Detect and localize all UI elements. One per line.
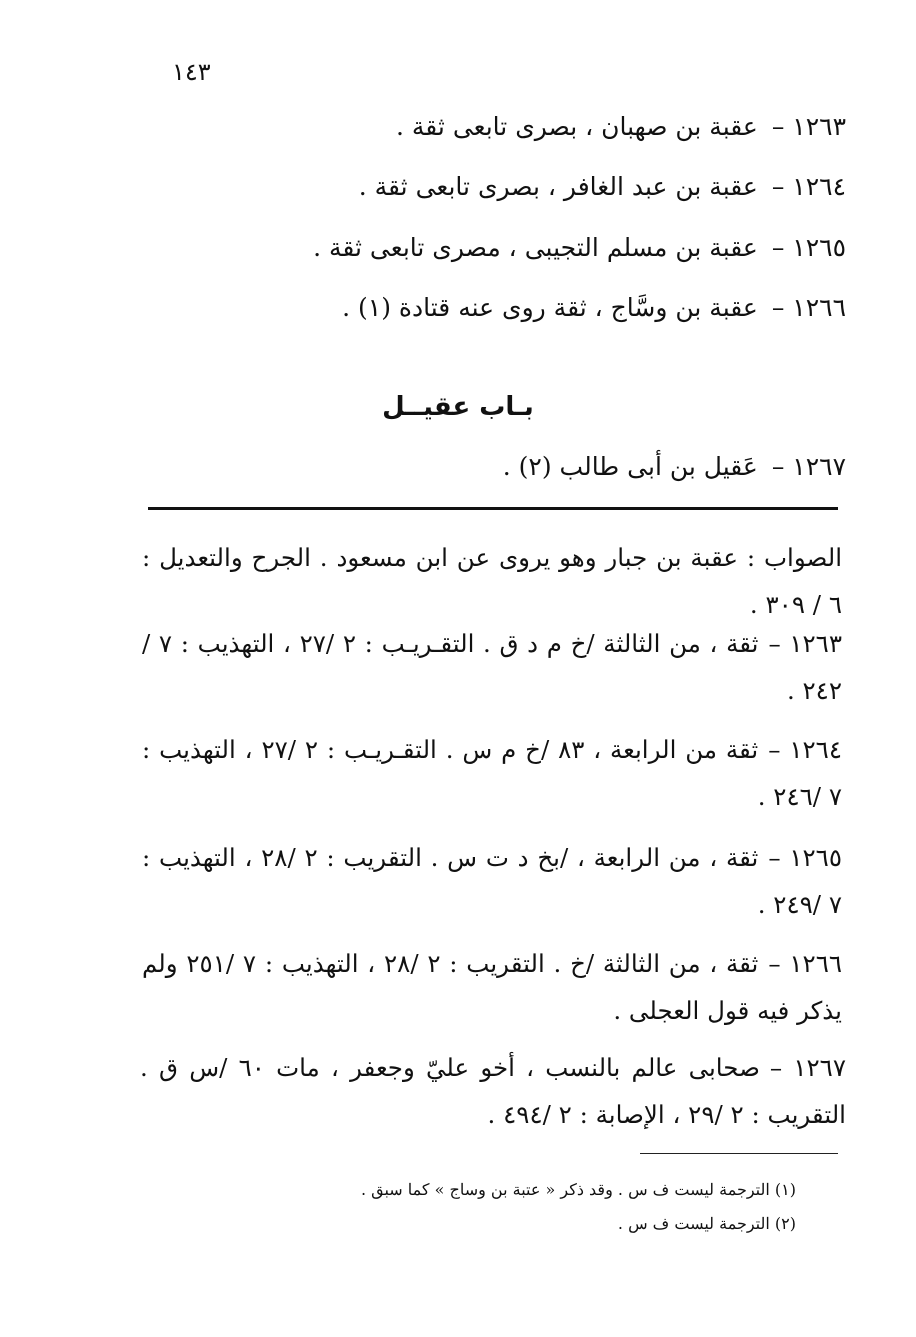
entry-1267 bbox=[146, 452, 846, 481]
footnote-rule bbox=[640, 1153, 838, 1154]
entry-1266 bbox=[146, 293, 846, 322]
entry-number: ١٢٦٥ – bbox=[771, 233, 846, 262]
entry-1264 bbox=[146, 172, 846, 201]
entry-number: ١٢٦٧ – bbox=[771, 452, 846, 481]
footnote-2: (٢) الترجمة ليست ف س . bbox=[617, 1214, 796, 1233]
note-text: ثقة من الرابعة ، ٨٣ /خ م س . التقـريـب : ٢ /٢٧ ، التهذيب : ٧ /٢٤٦ . bbox=[142, 735, 842, 811]
entry-text: عقبة بن عبد الغافر ، بصرى تابعى ثقة . bbox=[358, 172, 758, 201]
note-text: ثقة ، من الثالثة /خ م د ق . التقـريـب : ٢ /٢٧ ، التهذيب : ٧ /٢٤٢ . bbox=[142, 629, 842, 705]
note-1265 bbox=[142, 834, 842, 928]
entry-1265 bbox=[146, 233, 846, 262]
note-number: ١٢٦٤ – bbox=[768, 735, 842, 764]
note-1266 bbox=[142, 940, 842, 1034]
note-text: صحابى عالم بالنسب ، أخو عليّ وجعفر ، مات ٦٠ /س ق . التقريب : ٢ /٢٩ ، الإصابة : ٢ /٤٩٤ . bbox=[140, 1053, 846, 1129]
entry-number: ١٢٦٤ – bbox=[771, 172, 846, 201]
entry-text: عقبة بن صهبان ، بصرى تابعى ثقة . bbox=[395, 112, 758, 141]
entry-number: ١٢٦٦ – bbox=[771, 293, 846, 322]
note-text: ثقة ، من الرابعة ، /بخ د ت س . التقريب : ٢ /٢٨ ، التهذيب : ٧ /٢٤٩ . bbox=[142, 843, 842, 919]
entry-text: عقبة بن مسلم التجيبى ، مصرى تابعى ثقة . bbox=[313, 233, 758, 262]
note-1267 bbox=[140, 1044, 846, 1138]
note-number: ١٢٦٦ – bbox=[768, 949, 843, 978]
note-text: الصواب : عقبة بن جبار وهو يروى عن ابن مسعود . الجرح والتعديل : ٦ / ٣٠٩ . bbox=[142, 543, 842, 619]
note-text: ثقة ، من الثالثة /خ . التقريب : ٢ /٢٨ ، التهذيب : ٧ /٢٥١ ولم يذكر فيه قول العجلى . bbox=[142, 949, 842, 1025]
page-number: ١٤٣ bbox=[172, 58, 211, 86]
section-heading: بـاب عقيــل bbox=[382, 392, 534, 422]
entry-number: ١٢٦٣ – bbox=[771, 112, 846, 141]
entry-1263 bbox=[146, 112, 846, 141]
note-number: ١٢٦٧ – bbox=[769, 1053, 846, 1082]
note-number: ١٢٦٣ – bbox=[768, 629, 842, 658]
entry-text: عَقيل بن أبى طالب (٢) . bbox=[502, 452, 758, 481]
note-number: ١٢٦٥ – bbox=[768, 843, 842, 872]
note-continuation bbox=[142, 534, 842, 628]
entry-text: عقبة بن وسَّاج ، ثقة روى عنه قتادة (١) . bbox=[342, 293, 758, 322]
note-1264 bbox=[142, 726, 842, 820]
note-1263 bbox=[142, 620, 842, 714]
notes-separator bbox=[148, 507, 838, 510]
footnote-1: (١) الترجمة ليست ف س . وقد ذكر « عتبة بن وساج » كما سبق . bbox=[360, 1180, 796, 1199]
